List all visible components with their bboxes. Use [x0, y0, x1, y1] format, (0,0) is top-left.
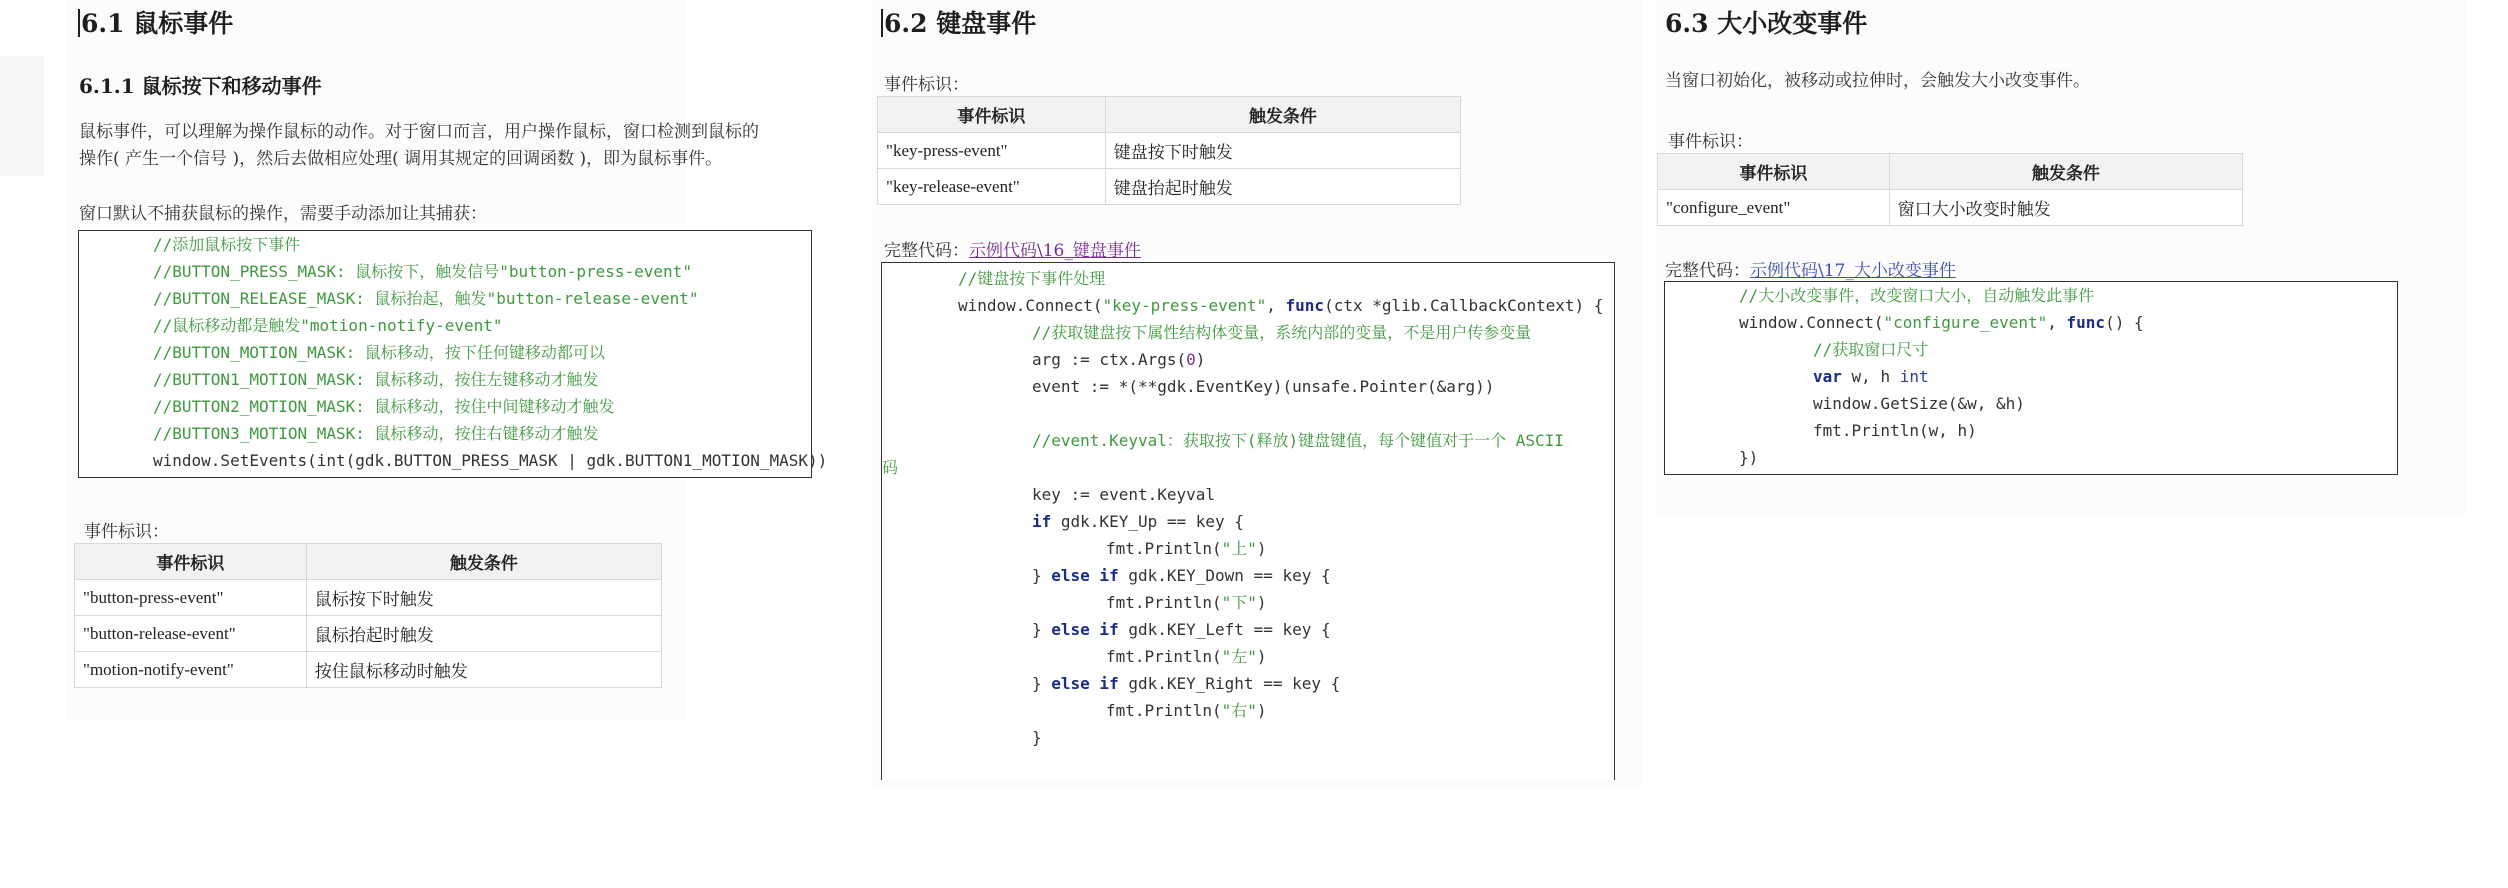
- code-line: //大小改变事件，改变窗口大小，自动触发此事件: [1739, 286, 2095, 305]
- table-row: [75, 652, 662, 688]
- paragraph: 当窗口初始化，被移动或拉伸时，会触发大小改变事件。: [1665, 71, 2090, 91]
- section-heading: 6.2 键盘事件: [881, 4, 1036, 40]
- column-header: 事件标识: [878, 97, 1106, 133]
- code-line: //BUTTON_RELEASE_MASK: 鼠标抬起，触发"button-release-event": [153, 289, 699, 308]
- column-header: 触发条件: [306, 544, 661, 580]
- code-line: //BUTTON3_MOTION_MASK: 鼠标移动，按住右键移动才触发: [153, 424, 599, 443]
- table-row: [75, 580, 662, 616]
- code-line: //键盘按下事件处理: [958, 269, 1106, 288]
- code-line: fmt.Println(w, h): [1813, 421, 1977, 440]
- trigger-cell: 键盘按下时触发: [1105, 133, 1460, 169]
- code-line: //BUTTON_PRESS_MASK: 鼠标按下，触发信号"button-press-event": [153, 262, 692, 281]
- paragraph: 鼠标事件，可以理解为操作鼠标的动作。对于窗口而言，用户操作鼠标，窗口检测到鼠标的: [79, 122, 759, 142]
- code-line: } else if gdk.KEY_Down == key {: [1032, 566, 1331, 585]
- code-line: }): [1739, 448, 1759, 467]
- trigger-cell: 鼠标按下时触发: [306, 580, 661, 616]
- event-id-cell: "button-release-event": [75, 616, 307, 652]
- margin-shade: [0, 56, 44, 176]
- paragraph: 操作( 产生一个信号 )，然后去做相应处理( 调用其规定的回调函数 )，即为鼠标事件。: [79, 149, 723, 169]
- table-caption: 事件标识：: [1668, 132, 1753, 152]
- code-line: 码: [882, 458, 899, 477]
- event-id-cell: "configure_event": [1658, 190, 1890, 226]
- trigger-cell: 鼠标抬起时触发: [306, 616, 661, 652]
- example-code-link[interactable]: 示例代码\16_键盘事件: [969, 241, 1141, 261]
- code-line: key := event.Keyval: [1032, 485, 1216, 504]
- code-line: fmt.Println("上"): [1106, 539, 1267, 558]
- table-header-row: [75, 544, 662, 580]
- code-line: window.Connect("configure_event", func() {: [1739, 313, 2144, 332]
- full-code-label: 完整代码：: [1665, 261, 1750, 281]
- code-block: [881, 262, 1615, 780]
- code-line: fmt.Println("左"): [1106, 647, 1267, 666]
- code-line: //鼠标移动都是触发"motion-notify-event": [153, 316, 503, 335]
- table-caption: 事件标识：: [884, 75, 969, 95]
- code-line: arg := ctx.Args(0): [1032, 350, 1206, 369]
- table-row: [878, 169, 1461, 205]
- code-block: [1664, 281, 2398, 475]
- event-id-cell: "key-release-event": [878, 169, 1106, 205]
- table-header-row: [878, 97, 1461, 133]
- code-line: window.Connect("key-press-event", func(ctx *glib.CallbackContext) {: [958, 296, 1604, 315]
- code-line: event := *(**gdk.EventKey)(unsafe.Pointer(&arg)): [1032, 377, 1495, 396]
- section-heading: 6.1 鼠标事件: [78, 4, 233, 40]
- code-line: //获取键盘按下属性结构体变量，系统内部的变量，不是用户传参变量: [1032, 323, 1532, 342]
- table-row: [75, 616, 662, 652]
- event-id-cell: "motion-notify-event": [75, 652, 307, 688]
- trigger-cell: 按住鼠标移动时触发: [306, 652, 661, 688]
- text-cursor: [78, 9, 80, 37]
- code-line: //添加鼠标按下事件: [153, 235, 301, 254]
- table-caption: 事件标识：: [84, 522, 169, 542]
- full-code-reference: [1665, 256, 1956, 281]
- code-line: //event.Keyval：获取按下(释放)键盘键值，每个键值对于一个 ASCII: [1032, 431, 1564, 450]
- event-id-cell: "key-press-event": [878, 133, 1106, 169]
- code-line: }: [1032, 728, 1042, 747]
- code-line: window.GetSize(&w, &h): [1813, 394, 2025, 413]
- code-line: //BUTTON_MOTION_MASK: 鼠标移动，按下任何键移动都可以: [153, 343, 605, 362]
- table-header-row: [1658, 154, 2243, 190]
- event-table: [74, 543, 662, 688]
- trigger-cell: 键盘抬起时触发: [1105, 169, 1460, 205]
- text-cursor: [881, 9, 883, 37]
- event-id-cell: "button-press-event": [75, 580, 307, 616]
- code-line: //BUTTON1_MOTION_MASK: 鼠标移动，按住左键移动才触发: [153, 370, 599, 389]
- code-line: fmt.Println("下"): [1106, 593, 1267, 612]
- code-line: window.SetEvents(int(gdk.BUTTON_PRESS_MASK | gdk.BUTTON1_MOTION_MASK)): [153, 451, 828, 470]
- code-line: //获取窗口尺寸: [1813, 340, 1929, 359]
- column-header: 事件标识: [1658, 154, 1890, 190]
- trigger-cell: 窗口大小改变时触发: [1889, 190, 2242, 226]
- code-line: //BUTTON2_MOTION_MASK: 鼠标移动，按住中间键移动才触发: [153, 397, 615, 416]
- code-line: } else if gdk.KEY_Left == key {: [1032, 620, 1331, 639]
- code-block: [78, 230, 828, 478]
- section-heading: 6.3 大小改变事件: [1665, 9, 1868, 38]
- event-table: [877, 96, 1461, 205]
- column-header: 事件标识: [75, 544, 307, 580]
- code-line: fmt.Println("右"): [1106, 701, 1267, 720]
- column-header: 触发条件: [1105, 97, 1460, 133]
- event-table: [1657, 153, 2243, 226]
- subsection-heading: 6.1.1 鼠标按下和移动事件: [79, 74, 322, 98]
- full-code-label: 完整代码：: [884, 241, 969, 261]
- table-row: [878, 133, 1461, 169]
- table-row: [1658, 190, 2243, 226]
- paragraph: 窗口默认不捕获鼠标的操作，需要手动添加让其捕获：: [79, 204, 487, 224]
- column-header: 触发条件: [1889, 154, 2242, 190]
- example-code-link[interactable]: 示例代码\17_大小改变事件: [1750, 261, 1956, 281]
- code-line: var w, h int: [1813, 367, 1929, 386]
- code-line: if gdk.KEY_Up == key {: [1032, 512, 1244, 531]
- code-line: } else if gdk.KEY_Right == key {: [1032, 674, 1341, 693]
- full-code-reference: [884, 236, 1141, 261]
